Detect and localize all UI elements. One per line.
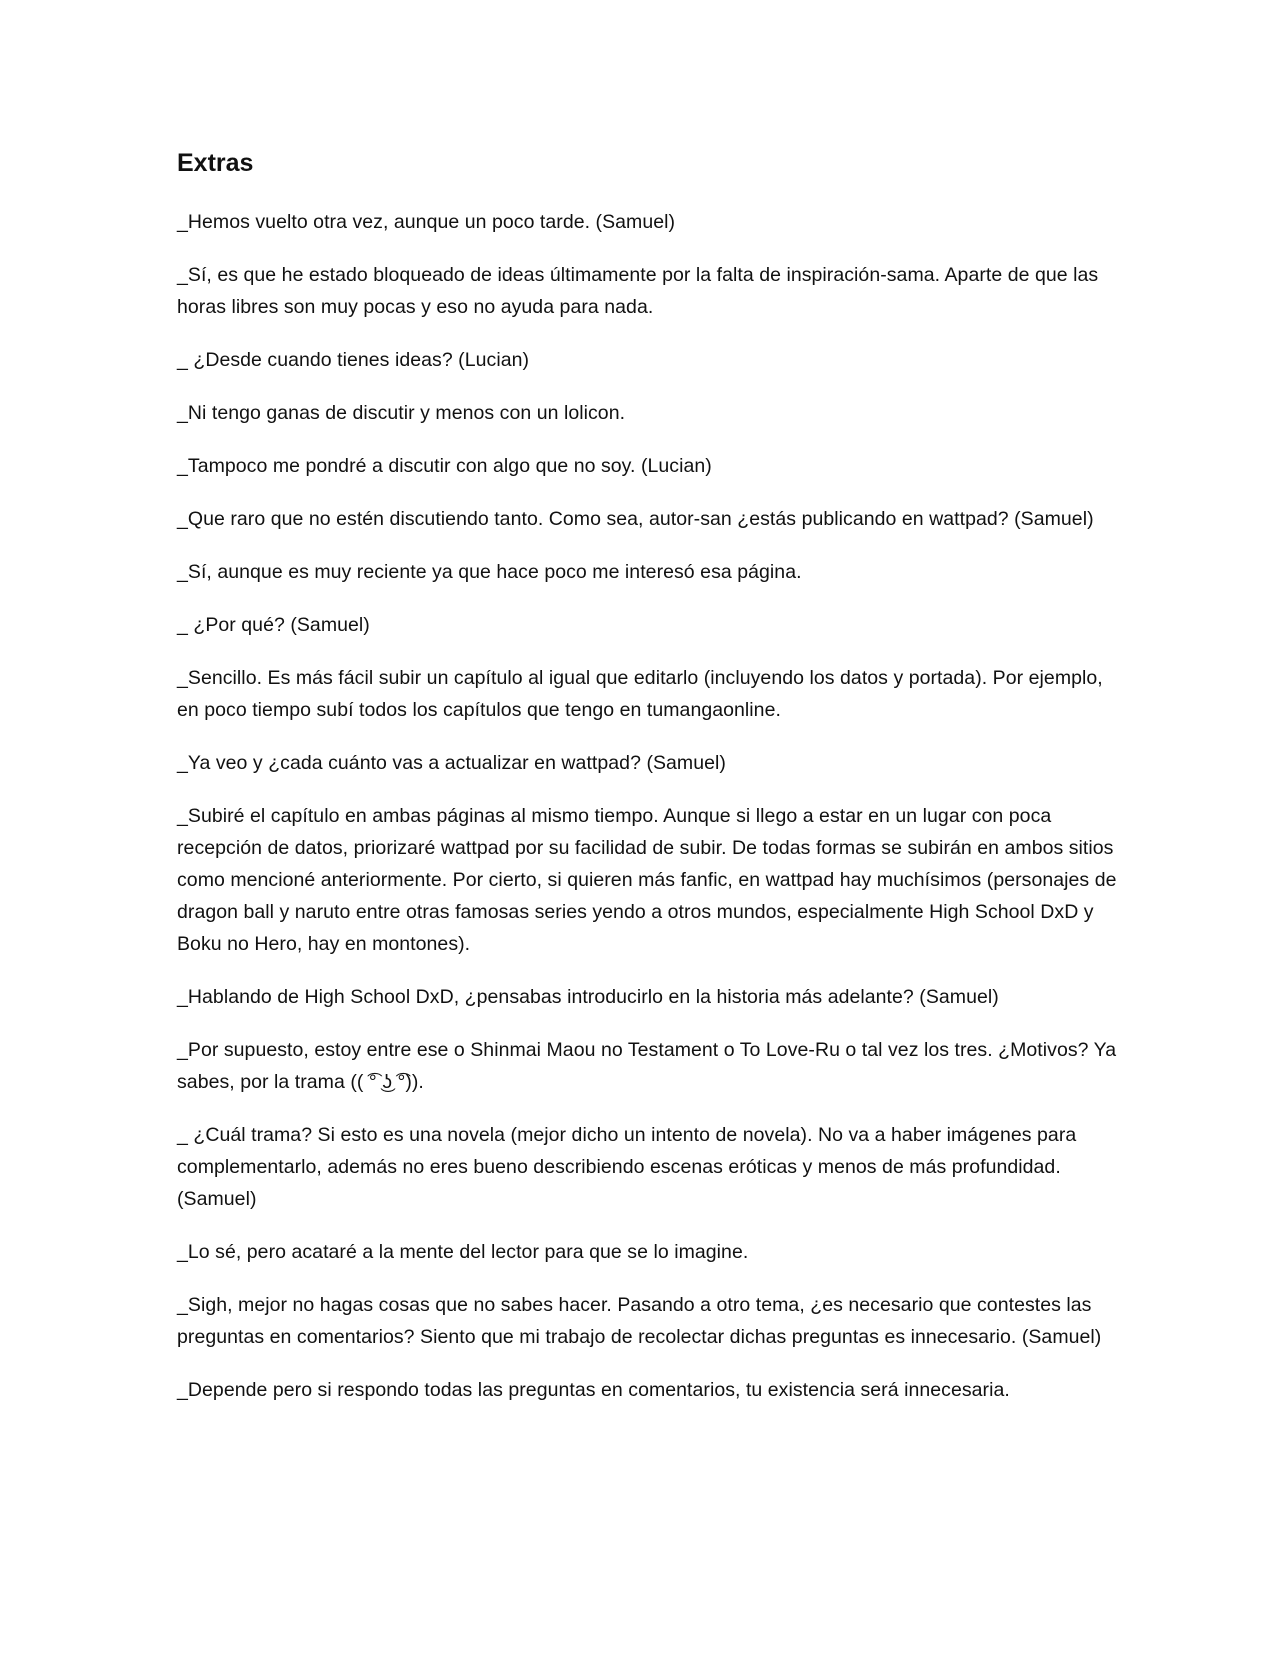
paragraph: _ ¿Cuál trama? Si esto es una novela (mejor dicho un intento de novela). No va a haber imágenes para complementarlo, además no eres bueno describiendo escenas eróticas y menos de más profundidad. (Samuel) [177, 1124, 1077, 1210]
paragraph: _ ¿Por qué? (Samuel) [177, 614, 370, 636]
paragraph: _ ¿Desde cuando tienes ideas? (Lucian) [177, 349, 530, 371]
paragraph: _Por supuesto, estoy entre ese o Shinmai Maou no Testament o To Love-Ru o tal vez los tres. ¿Motivos? Ya sabes, por la trama (( ͡° ͜ʖ ͡°)). [177, 1039, 1117, 1093]
paragraph: _Ni tengo ganas de discutir y menos con un lolicon. [177, 402, 626, 424]
document-title: Extras [177, 149, 254, 177]
paragraph: _Sí, aunque es muy reciente ya que hace poco me interesó esa página. [177, 561, 802, 583]
paragraph: _Tampoco me pondré a discutir con algo que no soy. (Lucian) [177, 455, 712, 477]
paragraph: _Hablando de High School DxD, ¿pensabas introducirlo en la historia más adelante? (Samuel) [177, 986, 999, 1008]
paragraph: _Lo sé, pero acataré a la mente del lector para que se lo imagine. [177, 1241, 749, 1263]
document-page [177, 146, 1117, 1427]
paragraph: _Sencillo. Es más fácil subir un capítulo al igual que editarlo (incluyendo los datos y portada). Por ejemplo, en poco tiempo subí todos los capítulos que tengo en tumangaonline. [177, 667, 1103, 721]
paragraph: _Ya veo y ¿cada cuánto vas a actualizar en wattpad? (Samuel) [177, 752, 726, 774]
paragraph: _Sí, es que he estado bloqueado de ideas últimamente por la falta de inspiración-sama. Aparte de que las horas libres son muy pocas y eso no ayuda para nada. [177, 264, 1099, 318]
paragraph: _Que raro que no estén discutiendo tanto. Como sea, autor-san ¿estás publicando en wattpad? (Samuel) [177, 508, 1094, 530]
paragraph: _Depende pero si respondo todas las preguntas en comentarios, tu existencia será innecesaria. [177, 1379, 1010, 1401]
paragraph: _Hemos vuelto otra vez, aunque un poco tarde. (Samuel) [177, 211, 676, 233]
paragraph: _Subiré el capítulo en ambas páginas al mismo tiempo. Aunque si llego a estar en un lugar con poca recepción de datos, priorizaré wattpad por su facilidad de subir. De todas formas se subirán en ambos sitios como mencioné anteriormente. Por cierto, si quieren más fanfic, en wattpad hay muchísimos (personajes de dragon ball y naruto entre otras famosas series yendo a otros mundos, especialmente High School DxD y Boku no Hero, hay en montones). [177, 805, 1117, 955]
paragraph: _Sigh, mejor no hagas cosas que no sabes hacer. Pasando a otro tema, ¿es necesario que contestes las preguntas en comentarios? Siento que mi trabajo de recolectar dichas preguntas es innecesario. (Samuel) [177, 1294, 1102, 1348]
